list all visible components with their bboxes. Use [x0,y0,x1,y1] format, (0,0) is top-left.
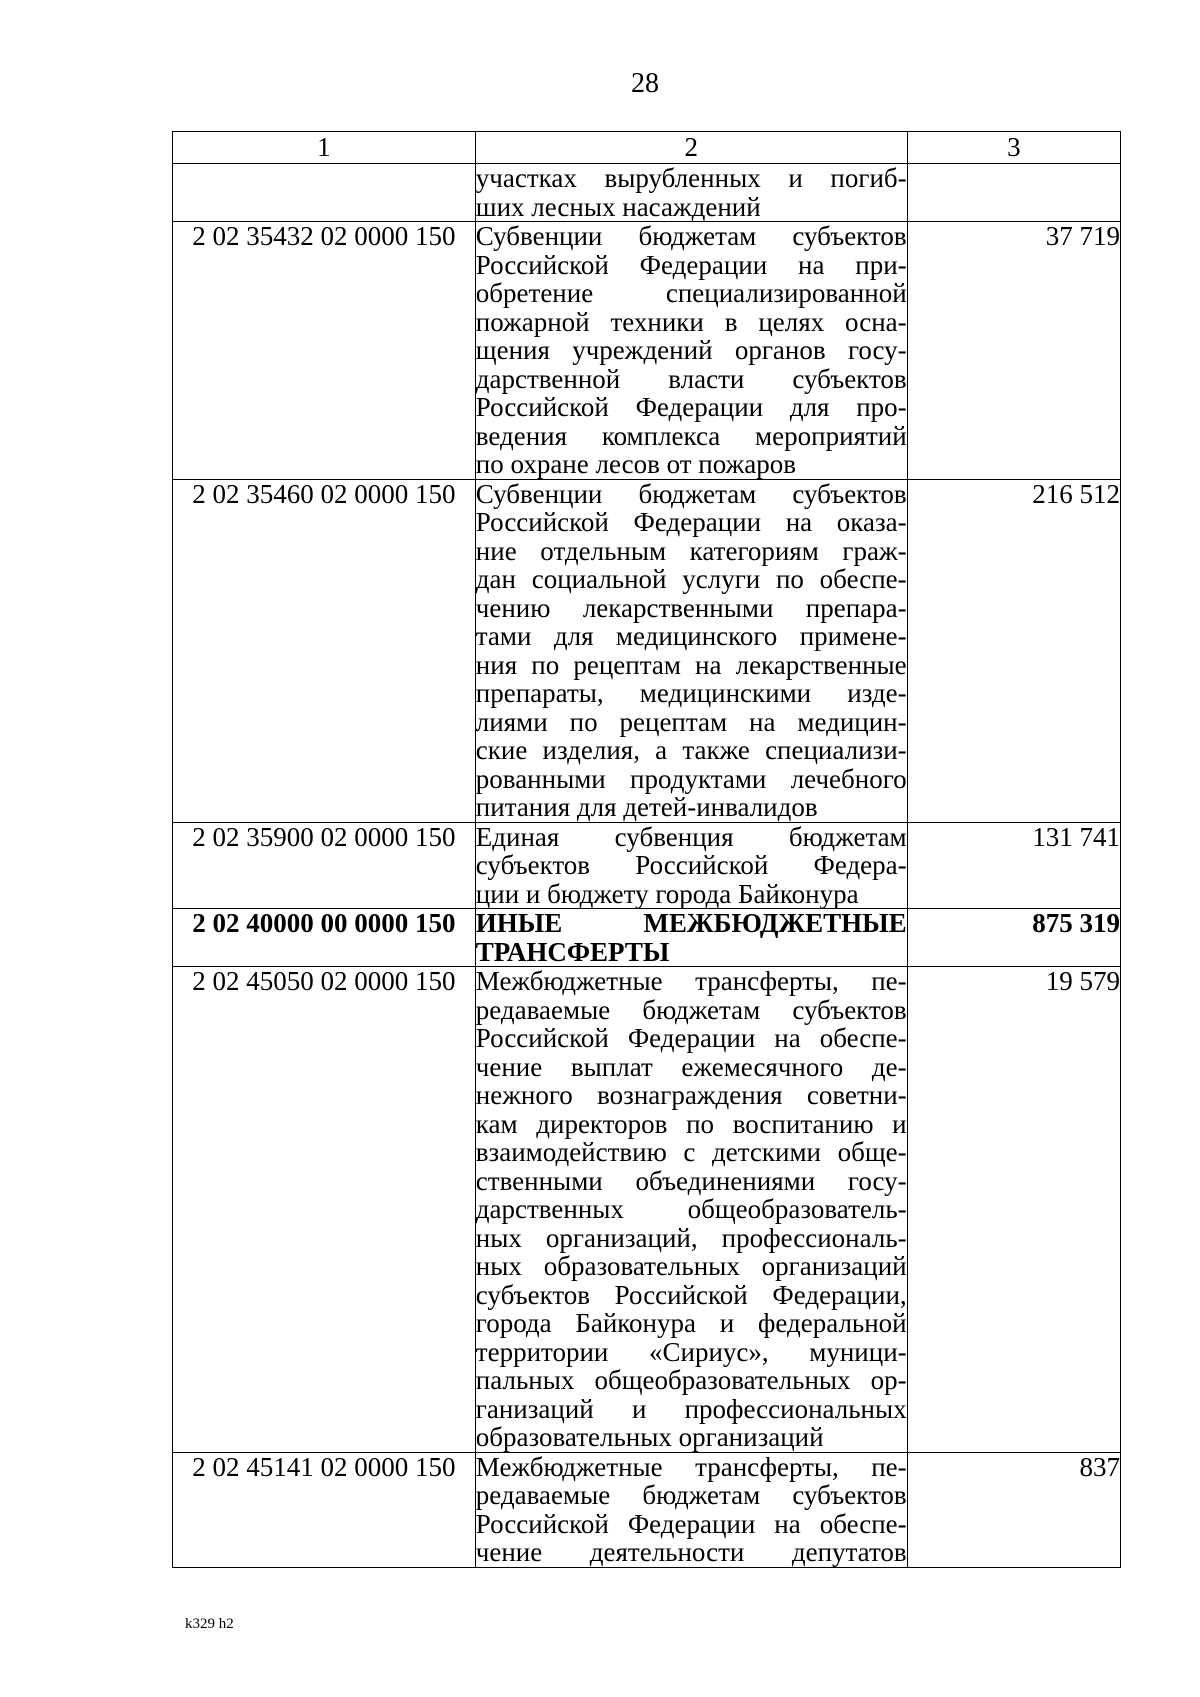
row-amount [907,164,1120,222]
description-line: ных образовательных организаций [475,1251,907,1281]
description-line: ганизаций и профессиональных [475,1393,907,1424]
row-description [475,822,907,909]
row-amount: 131 741 [907,822,1120,909]
row-code: 2 02 45050 02 0000 150 [173,967,476,1453]
footer-code: k329 h2 [185,1616,234,1632]
description-line: питания для детей-инвалидов [475,792,818,822]
description-line: дан социальной услуги по обеспе- [475,564,907,594]
table-header-row [173,132,1121,164]
description-line: ние отдельным категориям граж- [475,535,907,566]
description-line: тами для медицинского примене- [475,621,907,651]
description-line: субъектов Российской Федера- [475,850,907,880]
description-line: Российской Федерации на при- [475,249,907,280]
row-description [475,479,907,822]
description-line: Российской Федерации на оказа- [475,507,907,537]
table-row [173,909,1121,967]
description-line: Российской Федерации на обеспе- [475,1023,907,1053]
column-header-1: 1 [173,132,476,164]
description-line: субъектов Российской Федерации, [475,1279,907,1310]
description-line: лиями по рецептам на медицин- [475,706,907,737]
row-amount: 216 512 [907,479,1120,822]
description-line: ственными объединениями госу- [475,1165,907,1196]
description-line: пожарной техники в целях осна- [475,306,907,337]
row-description [475,909,907,967]
description-line: ведения комплекса мероприятий [475,420,907,451]
description-line: Межбюджетные трансферты, пе- [475,1451,907,1482]
description-line: ших лесных насаждений [475,191,761,222]
description-line: ские изделия, а также специализи- [475,735,907,765]
description-line: территории «Сириус», муници- [475,1336,907,1367]
description-line: щения учреждений органов госу- [475,335,907,365]
row-code: 2 02 35460 02 0000 150 [173,479,476,822]
row-description [475,164,907,222]
description-line: Единая субвенция бюджетам [475,821,907,852]
description-line: по охране лесов от пожаров [475,449,796,479]
description-line: пальных общеобразовательных ор- [475,1365,907,1395]
table-row [173,164,1121,222]
description-line: рованными продуктами лечебного [475,763,907,794]
description-line: кам директоров по воспитанию и [475,1108,907,1139]
table-row [173,967,1121,1453]
description-line: города Байконура и федеральной [475,1308,907,1338]
description-line: чению лекарственными препара- [475,592,907,623]
description-line: Российской Федерации на обеспе- [475,1508,907,1539]
description-line: Субвенции бюджетам субъектов [475,221,907,251]
row-code: 2 02 35432 02 0000 150 [173,222,476,480]
description-line: препараты, медицинскими изде- [475,678,907,708]
description-line: образовательных организаций [475,1422,824,1452]
row-code [173,164,476,222]
description-line: Российской Федерации для про- [475,392,907,422]
table-row [173,1452,1121,1567]
row-amount: 37 719 [907,222,1120,480]
description-line: Субвенции бюджетам субъектов [475,478,907,509]
description-line: ТРАНСФЕРТЫ [475,936,670,967]
description-line: участках вырубленных и погиб- [475,163,907,193]
description-line: ных организаций, профессиональ- [475,1222,907,1253]
row-description [475,222,907,480]
description-line: дарственных общеобразователь- [475,1194,907,1224]
row-code: 2 02 35900 02 0000 150 [173,822,476,909]
budget-table [172,131,1121,1568]
description-line: чение выплат ежемесячного де- [475,1051,907,1082]
description-line: редаваемые бюджетам субъектов [475,994,907,1025]
description-line: дарственной власти субъектов [475,363,907,394]
row-description [475,967,907,1453]
table-row [173,822,1121,909]
description-line: чение деятельности депутатов [475,1537,907,1567]
row-description [475,1452,907,1567]
description-line: Межбюджетные трансферты, пе- [475,966,907,996]
description-line: редаваемые бюджетам субъектов [475,1480,907,1510]
table-body [173,164,1121,1568]
row-amount: 19 579 [907,967,1120,1453]
description-line: ния по рецептам на лекарственные [475,649,907,680]
description-line: обретение специализированной [475,278,907,308]
description-line: взаимодействию с детскими обще- [475,1137,907,1167]
description-line: ции и бюджету города Байконура [475,878,859,909]
row-amount: 837 [907,1452,1120,1567]
description-line: нежного вознаграждения советни- [475,1080,907,1110]
column-header-3: 3 [907,132,1120,164]
column-header-2: 2 [475,132,907,164]
row-amount: 875 319 [907,909,1120,967]
row-code: 2 02 45141 02 0000 150 [173,1452,476,1567]
description-line: ИНЫЕ МЕЖБЮДЖЕТНЫЕ [475,908,907,938]
table-row [173,479,1121,822]
table-row [173,222,1121,480]
page-number: 28 [631,68,659,99]
row-code: 2 02 40000 00 0000 150 [173,909,476,967]
